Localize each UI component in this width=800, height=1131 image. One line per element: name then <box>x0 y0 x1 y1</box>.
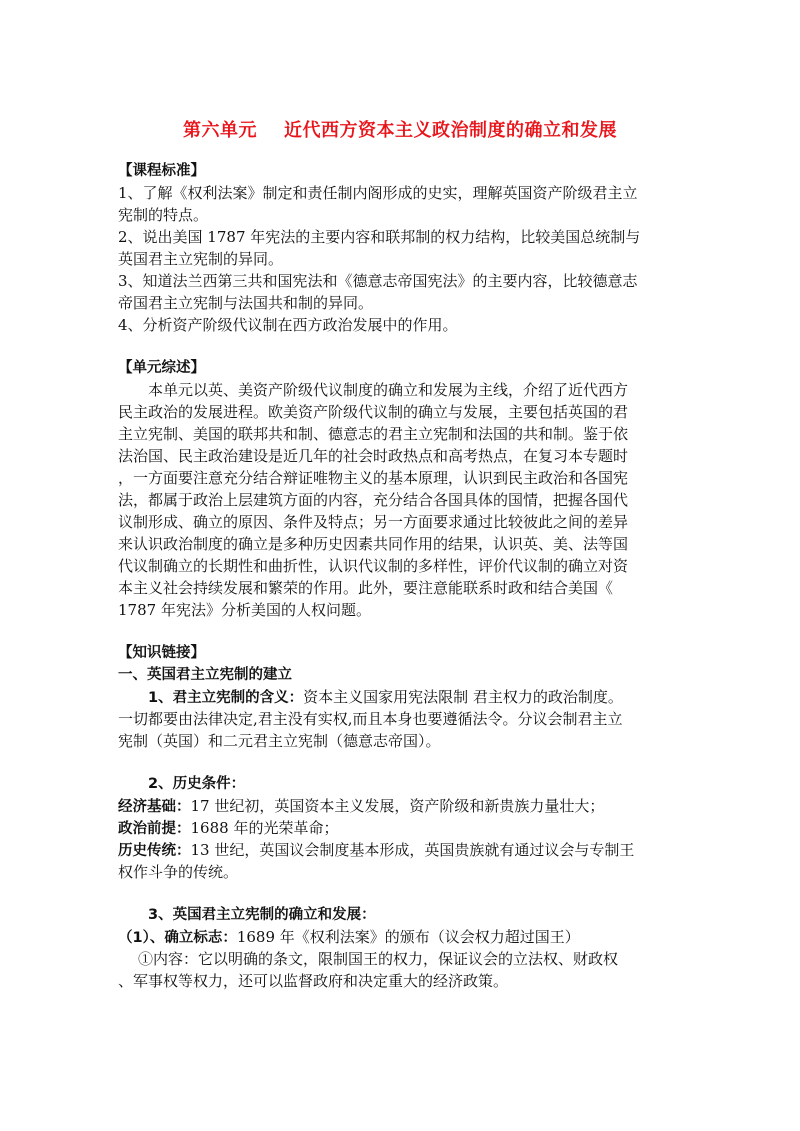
curriculum-heading: 【课程标准】 <box>118 163 205 179</box>
condition-line <box>118 839 686 861</box>
curriculum-line: 4、分析资产阶级代议制在西方政治发展中的作用。 <box>118 316 458 334</box>
overview-heading: 【单元综述】 <box>118 360 205 376</box>
curriculum-line: 宪制的特点。 <box>118 206 209 224</box>
curriculum-line: 帝国君主立宪制与法国共和制的异同。 <box>118 294 374 312</box>
condition-line <box>118 795 686 817</box>
overview-line: 民主政治的发展进程。欧美资产阶级代议制的确立与发展，主要包括英国的君 <box>118 403 629 421</box>
page-title: 第六单元 近代西方资本主义政治制度的确立和发展 <box>182 120 618 141</box>
condition-label: 经济基础： <box>118 799 191 815</box>
definition-line: 一切都要由法律决定,君主没有实权,而且本身也要遵循法令。分议会制君主立 <box>118 710 623 728</box>
milestone-text: 1689 年《权利法案》的颁布（议会权力超过国王） <box>236 928 580 946</box>
overview-line: 法，都属于政治上层建筑方面的内容，充分结合各国具体的国情，把握各国代 <box>118 491 629 509</box>
overview-line: 法治国、民主政治建设是近几年的社会时政热点和高考热点，在复习本专题时 <box>118 447 629 465</box>
condition-label: 政治前提： <box>118 821 191 837</box>
overview-line: 1787 年宪法》分析美国的人权问题。 <box>118 601 371 619</box>
overview-line: 代议制确立的长期性和曲折性，认识代议制的多样性，评价代议制的确立对资 <box>118 557 629 575</box>
content-line: 、军事权等权力，还可以监督政府和决定重大的经济政策。 <box>118 972 509 990</box>
overview-line: 本主义社会持续发展和繁荣的作用。此外，要注意能联系时政和结合美国《 <box>118 579 614 597</box>
overview-line: 本单元以英、美资产阶级代议制度的确立和发展为主线，介绍了近代西方 <box>148 381 629 399</box>
overview-line: 议制形成、确立的原因、条件及特点；另一方面要求通过比较彼此之间的差异 <box>118 513 629 531</box>
condition-line: 权作斗争的传统。 <box>118 863 239 881</box>
definition-text: 资本主义国家用宪法限制 君主权力的政治制度。 <box>303 688 623 706</box>
knowledge-heading: 【知识链接】 <box>118 645 205 661</box>
conditions-heading: 2、历史条件： <box>148 776 246 792</box>
establishment-heading: 3、英国君主立宪制的确立和发展： <box>148 907 376 923</box>
definition-line <box>118 686 686 708</box>
section-heading: 一、英国君主立宪制的建立 <box>118 667 292 683</box>
overview-line: 来认识政治制度的确立是多种历史因素共同作用的结果，认识英、美、法等国 <box>118 535 629 553</box>
overview-line: ，一方面要注意充分结合辩证唯物主义的基本原理，认识到民主政治和各国宪 <box>118 469 629 487</box>
milestone-line <box>118 926 686 948</box>
condition-text: 1688 年的光荣革命； <box>190 819 339 837</box>
condition-line <box>118 817 686 839</box>
overview-line: 主立宪制、美国的联邦共和制、德意志的君主立宪制和法国的共和制。鉴于依 <box>118 425 629 443</box>
definition-line: 宪制（英国）和二元君主立宪制（德意志帝国）。 <box>118 732 441 750</box>
curriculum-line: 2、说出美国 1787 年宪法的主要内容和联邦制的权力结构，比较美国总统制与 <box>118 228 641 246</box>
condition-label: 历史传统： <box>118 843 191 859</box>
curriculum-line: 3、知道法兰西第三共和国宪法和《德意志帝国宪法》的主要内容，比较德意志 <box>118 272 638 290</box>
milestone-label: （1）、确立标志： <box>118 930 237 946</box>
curriculum-line: 英国君主立宪制的异同。 <box>118 250 284 268</box>
condition-text: 13 世纪，英国议会制度基本形成，英国贵族就有通过议会与专制王 <box>190 841 635 859</box>
condition-text: 17 世纪初，英国资本主义发展，资产阶级和新贵族力量壮大； <box>190 797 605 815</box>
curriculum-line: 1、了解《权利法案》制定和责任制内阁形成的史实，理解英国资产阶级君主立 <box>118 184 638 202</box>
definition-label: 1、君主立宪制的含义： <box>148 690 304 706</box>
document-body <box>118 160 686 992</box>
content-line: ①内容：它以明确的条文，限制国王的权力，保证议会的立法权、财政权 <box>138 950 619 968</box>
